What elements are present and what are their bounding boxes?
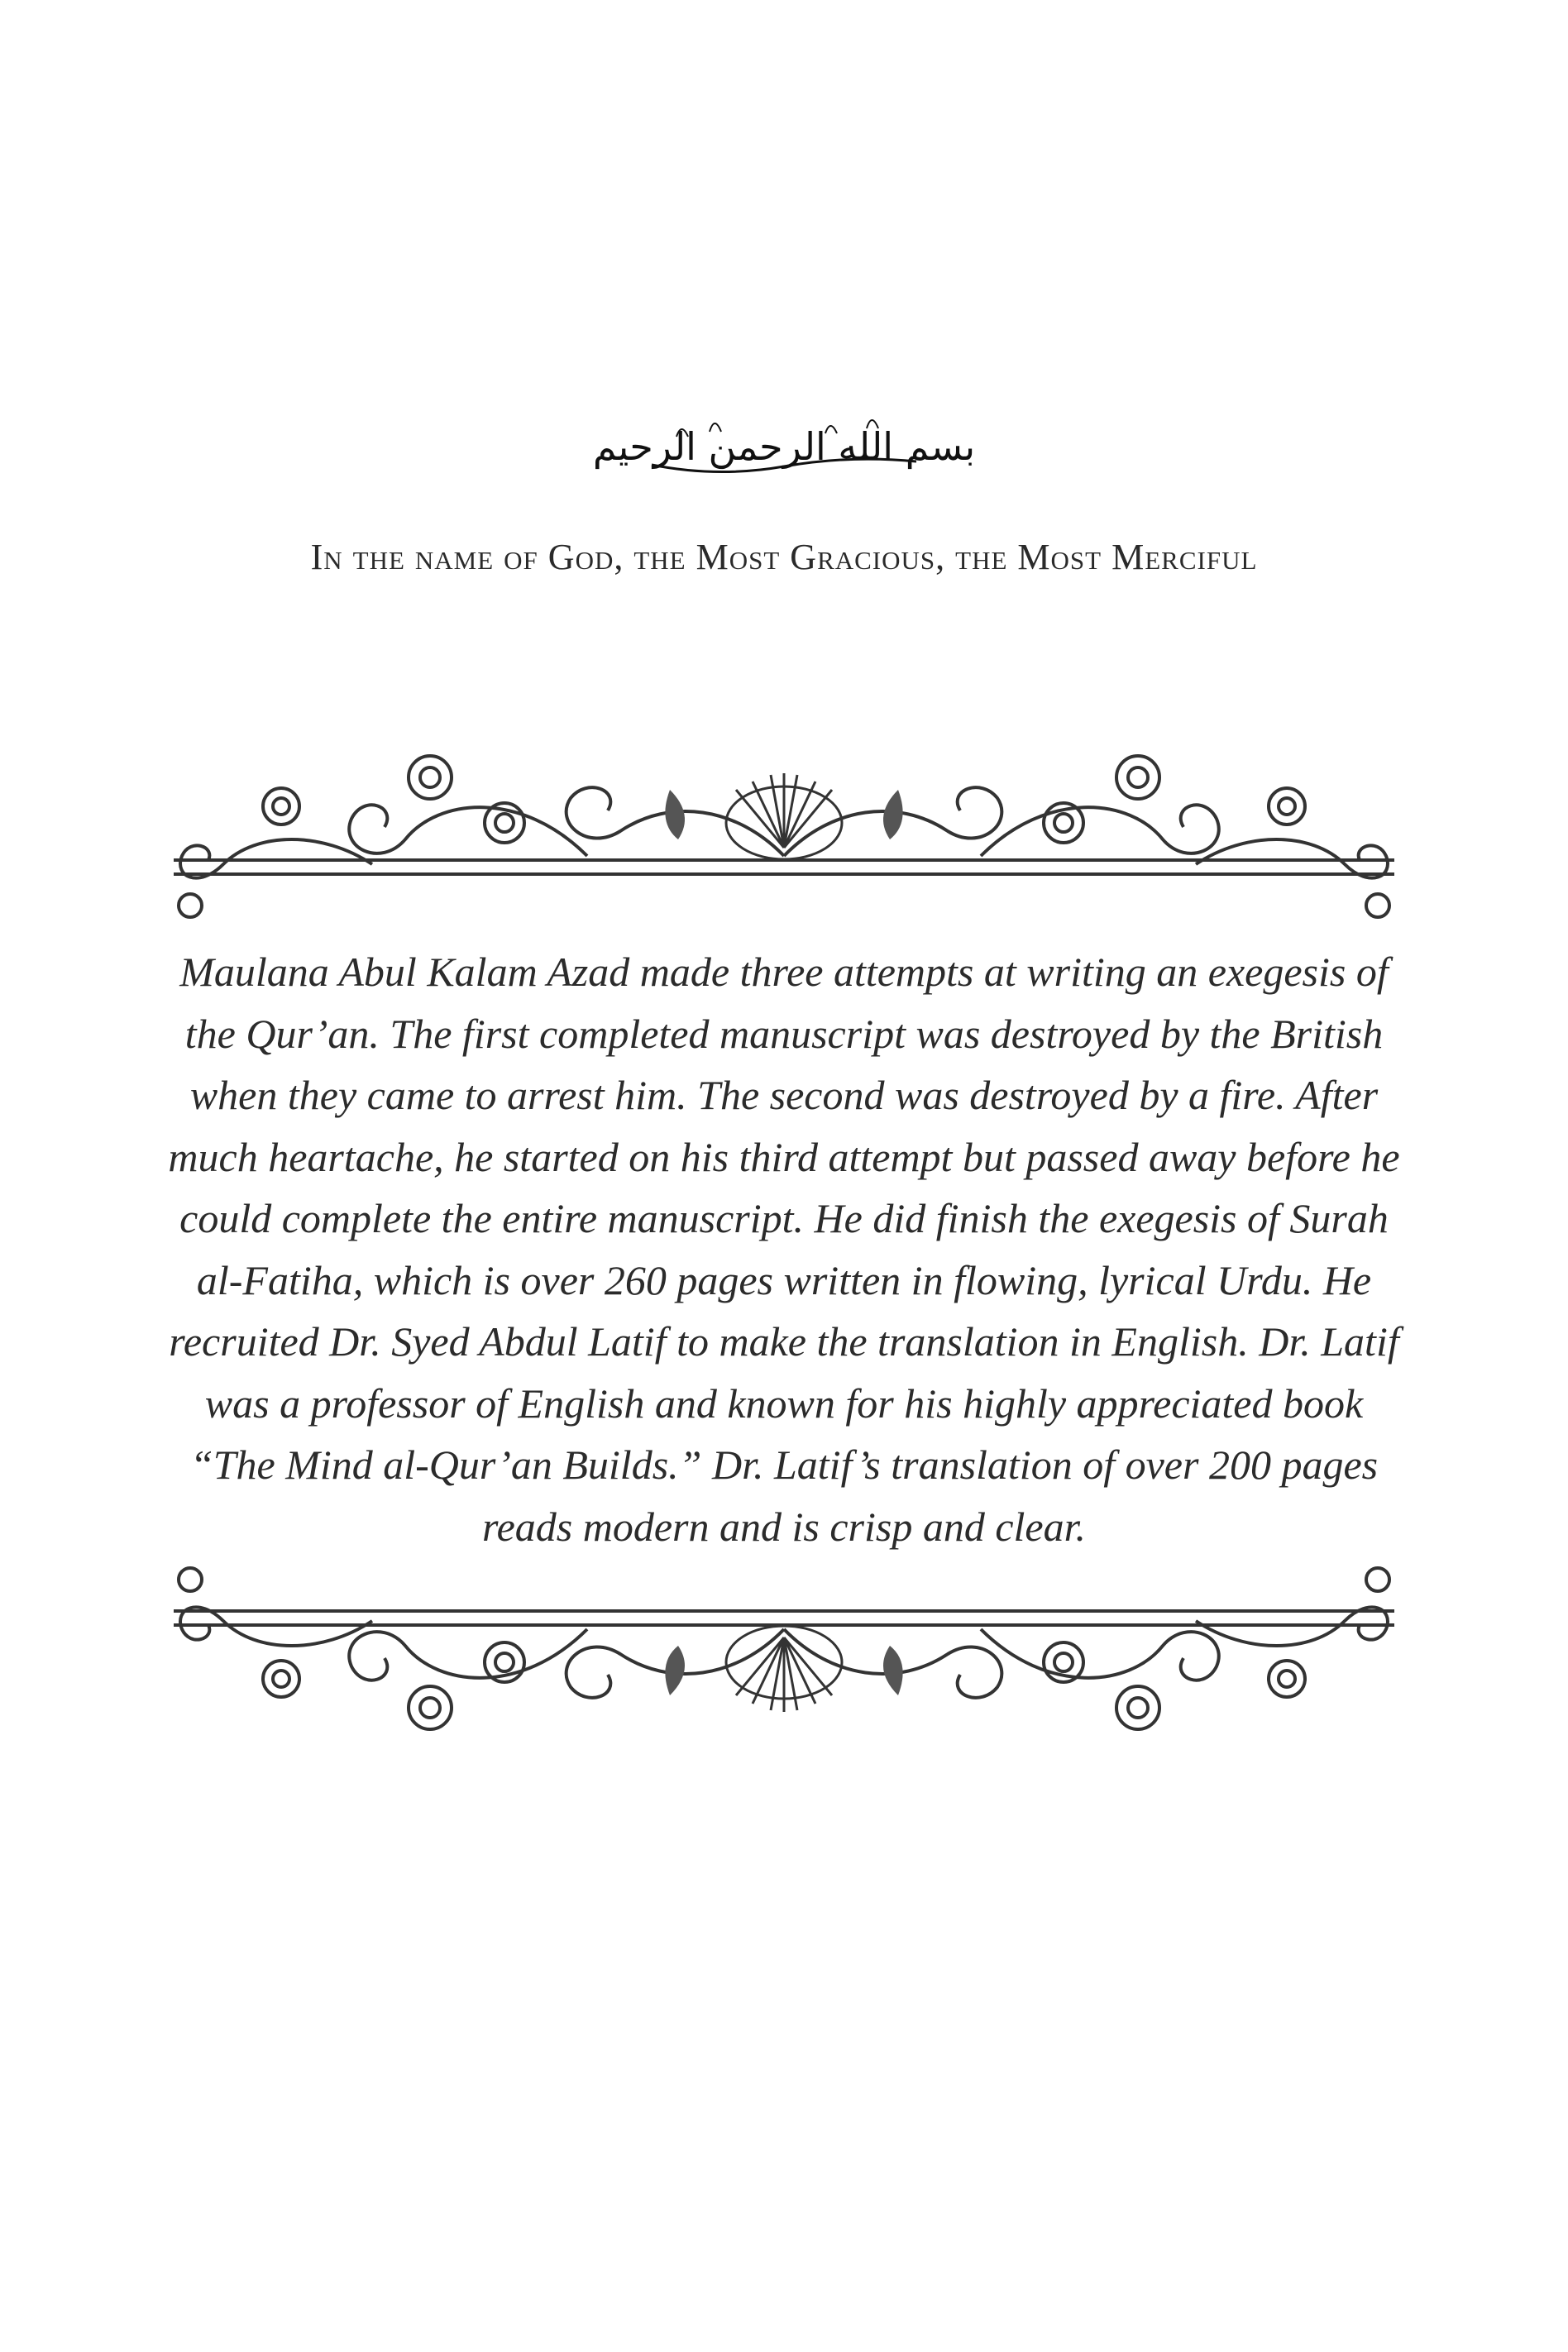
invocation-heading: In the name of God, the Most Gracious, the Most Merciful <box>310 537 1258 577</box>
ornament-divider-bottom <box>157 1563 1411 1753</box>
floral-scroll-divider-icon <box>157 1563 1411 1753</box>
floral-scroll-divider-icon <box>157 732 1411 922</box>
bismillah-calligraphy <box>592 404 976 490</box>
exegesis-paragraph: Maulana Abul Kalam Azad made three attempts at writing an exegesis of the Qur’an. The first completed manuscript was destroyed by the British when they came to arrest him. The second was destroyed by a fire. After much heartache, he started on his third attempt but passed away before he could complete the entire manuscript. He did finish the exegesis of Surah al-Fatiha, which is over 260 pages written in flowing, lyrical Urdu. He recruited Dr. Syed Abdul Latif to make the translation in English. Dr. Latif was a professor of English and known for his highly appreciated book “The Mind al-Qur’an Builds.” Dr. Latif’s translation of over 200 pages reads modern and is crisp and clear. <box>168 949 1400 1550</box>
calligraphy-icon <box>592 404 976 490</box>
svg-text:بسم الله الرحمن الرحيم: بسم الله الرحمن الرحيم <box>592 424 976 469</box>
ornament-divider-top <box>157 732 1411 922</box>
